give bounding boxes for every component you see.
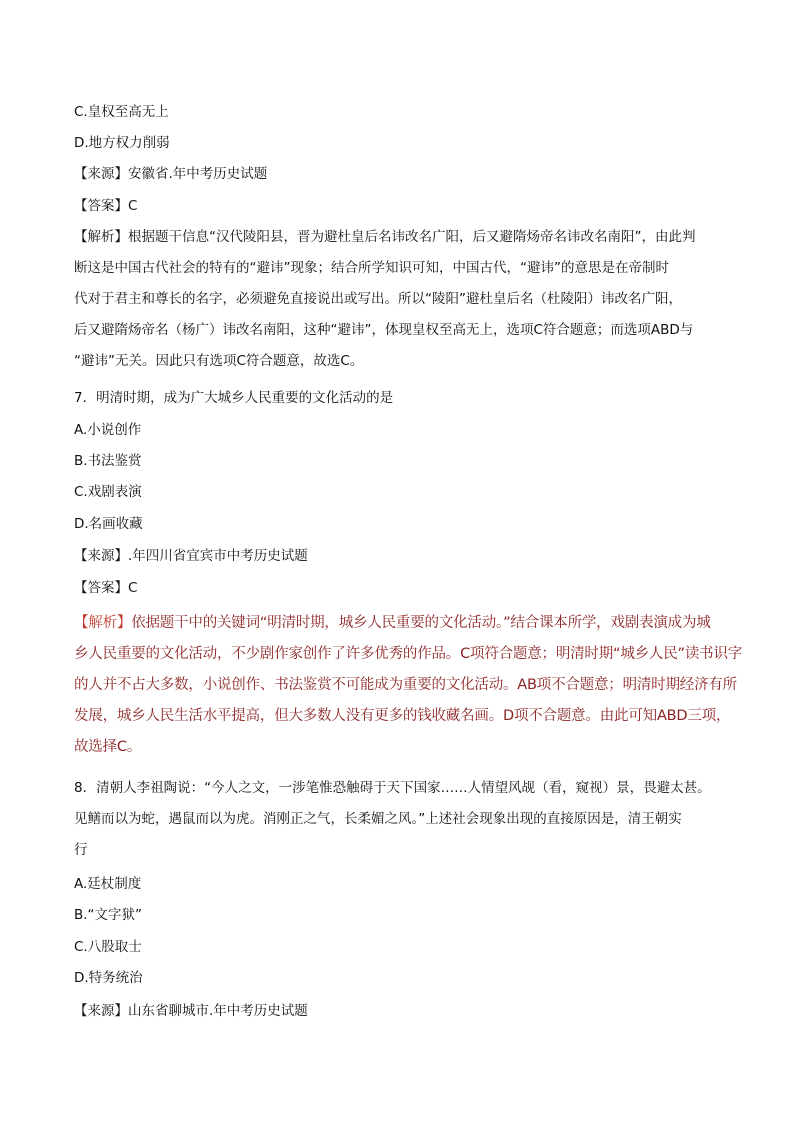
q6-analysis-tag: 【解析】 — [74, 229, 128, 245]
q6-option-d: D.地方权力削弱 — [74, 135, 170, 151]
q7-option-a: A.小说创作 — [74, 422, 142, 438]
q7-analysis-line: 故选择C。 — [74, 739, 142, 755]
q6-answer: 【答案】C — [74, 198, 138, 214]
q7-option-b: B.书法鉴赏 — [74, 453, 142, 469]
q6-analysis-line: 根据题干信息“汉代陵阳县，晋为避杜皇后名讳改名广阳，后又避隋炀帝名讳改名南阳”，由此判 — [128, 229, 696, 245]
q6-source: 【来源】安徽省.年中考历史试题 — [74, 166, 268, 182]
q7-option-c: C.戏剧表演 — [74, 484, 142, 500]
q8-source: 【来源】山东省聊城市.年中考历史试题 — [74, 1003, 308, 1019]
q7-analysis-line: 依据题干中的关键词“明清时期，城乡人民重要的文化活动。”结合课本所学，戏剧表演成为城 — [131, 615, 711, 631]
q8-option-d: D.特务统治 — [74, 970, 143, 986]
q8-option-b: B.“文字狱” — [74, 907, 143, 923]
q7-analysis-line: 发展，城乡人民生活水平提高，但大多数人没有更多的钱收藏名画。D项不合题意。由此可知ABD三项， — [74, 708, 731, 724]
q7-analysis-tag: 【解析】 — [74, 615, 132, 631]
q8-option-a: A.廷杖制度 — [74, 876, 142, 892]
q7-answer: 【答案】C — [74, 580, 138, 596]
q7-source: 【来源】.年四川省宜宾市中考历史试题 — [74, 548, 308, 564]
q7-analysis — [74, 608, 743, 763]
q8-stem — [74, 773, 724, 866]
q6-analysis-line: “避讳”无关。因此只有选项C符合题意，故选C。 — [74, 353, 364, 369]
q7-option-d: D.名画收藏 — [74, 516, 143, 532]
q6-analysis-line: 断这是中国古代社会的特有的“避讳”现象；结合所学知识可知，中国古代，“避讳”的意思是在帝制时 — [74, 260, 669, 276]
q8-stem-line: 见鳝而以为蛇，遇鼠而以为虎。消刚正之气，长柔媚之风。”上述社会现象出现的直接原因是，清王朝实 — [74, 811, 682, 827]
q7-analysis-line: 的人并不占大多数，小说创作、书法鉴赏不可能成为重要的文化活动。AB项不合题意；明清时期经济有所 — [74, 677, 737, 693]
q8-stem-line: 行 — [74, 842, 88, 858]
q6-analysis-line: 代对于君主和尊长的名字，必须避免直接说出或写出。所以“陵阳”避杜皇后名（杜陵阳）讳改名广阳， — [74, 291, 682, 307]
q6-analysis — [74, 222, 724, 377]
q7-analysis-line: 乡人民重要的文化活动，不少剧作家创作了许多优秀的作品。C项符合题意；明清时期“城乡人民”读书识字 — [74, 646, 743, 662]
q7-stem: 7．明清时期，成为广大城乡人民重要的文化活动的是 — [74, 390, 394, 406]
q8-option-c: C.八股取士 — [74, 939, 142, 955]
q8-stem-line: 8．清朝人李祖陶说：“今人之文，一涉笔惟恐触碍于天下国家……人情望风觇（看，窥视）景，畏避太甚。 — [74, 780, 711, 796]
q6-analysis-line: 后又避隋炀帝名（杨广）讳改名南阳，这种“避讳”，体现皇权至高无上，选项C符合题意；而选项ABD与 — [74, 322, 694, 338]
q6-option-c: C.皇权至高无上 — [74, 104, 169, 120]
